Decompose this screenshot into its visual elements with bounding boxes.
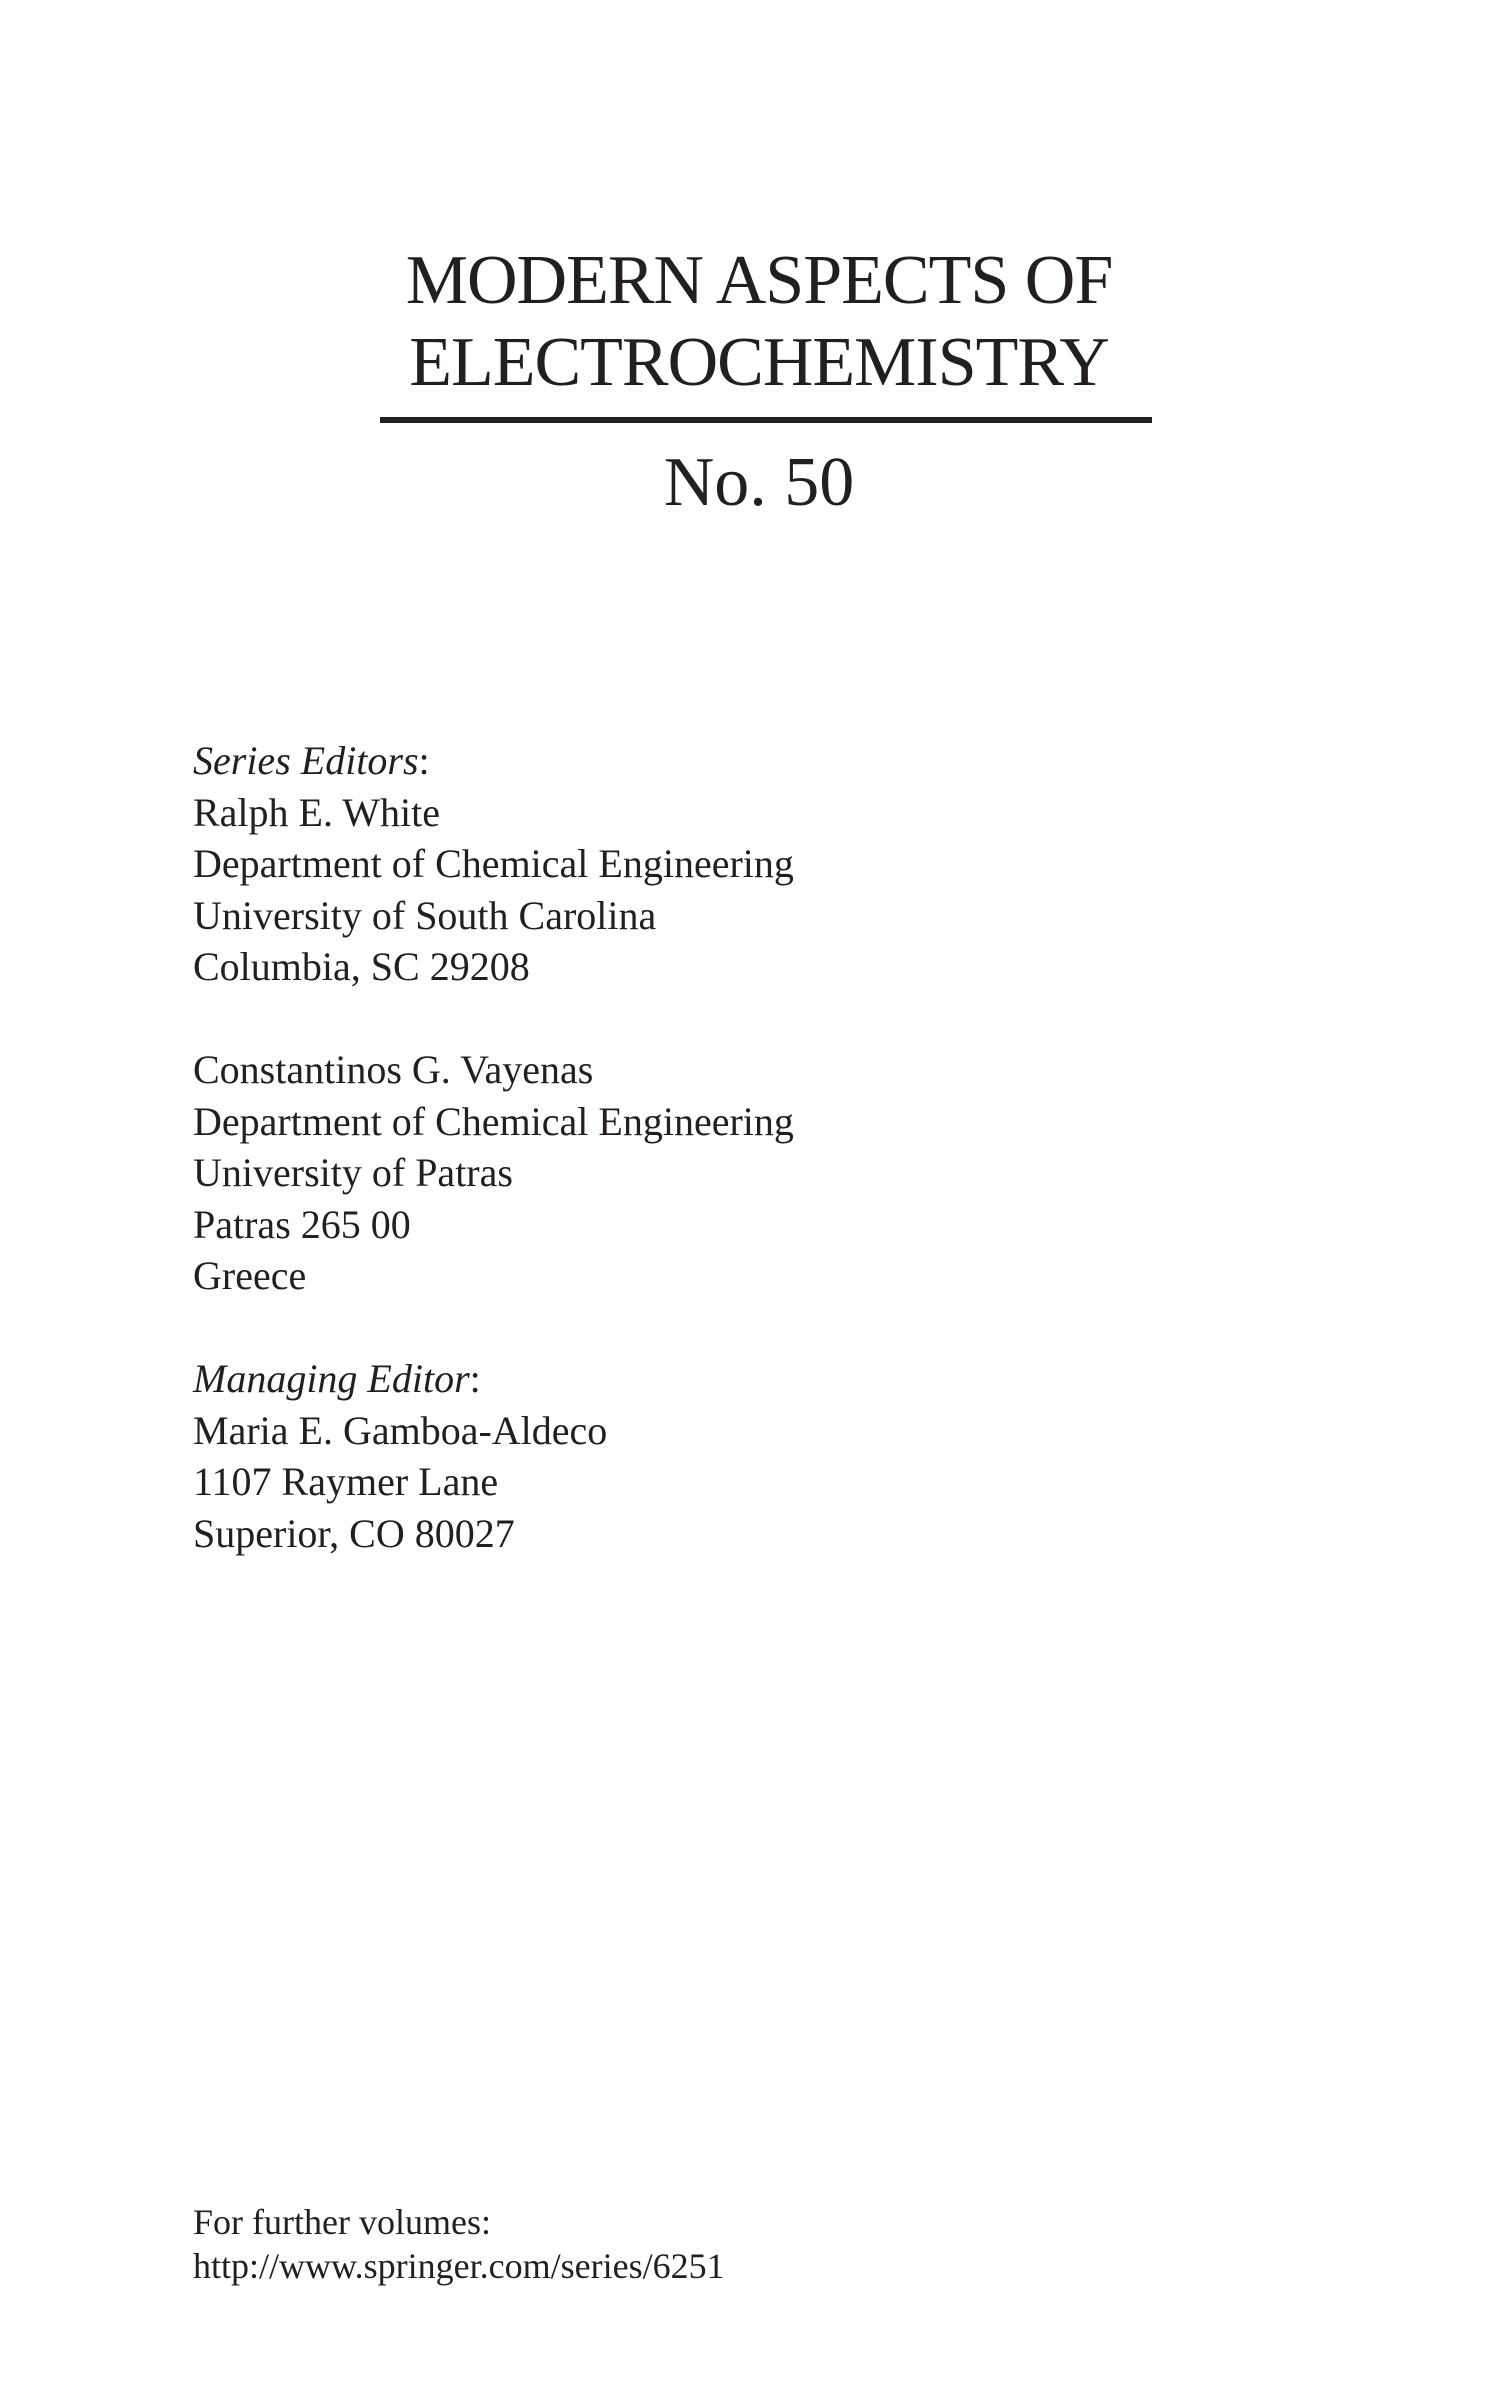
spacer [193, 993, 1093, 1045]
editor-1-institution: University of South Carolina [193, 892, 657, 938]
editor-2-institution: University of Patras [193, 1150, 513, 1195]
managing-editor-city: Superior, CO 80027 [193, 1510, 515, 1556]
managing-editor-name: Maria E. Gamboa-Aldeco [193, 1407, 608, 1453]
editor-1-name: Ralph E. White [193, 789, 440, 835]
title-divider [380, 417, 1152, 423]
editor-2-name: Constantinos G. Vayenas [193, 1047, 594, 1092]
series-title [364, 240, 1154, 404]
editor-2-country: Greece [193, 1253, 307, 1298]
managing-editor-label: Managing Editor [193, 1356, 470, 1401]
editors-block [193, 735, 1093, 1559]
editor-1-city: Columbia, SC 29208 [193, 944, 530, 989]
series-title-line-2: ELECTROCHEMISTRY [409, 324, 1109, 401]
further-volumes-label: For further volumes: [193, 2202, 491, 2242]
managing-editor-heading: Managing Editor: [193, 1356, 481, 1401]
spacer [193, 1302, 1093, 1354]
managing-editor-street: 1107 Raymer Lane [193, 1459, 499, 1504]
further-volumes [193, 2200, 1093, 2288]
editor-2-city: Patras 265 00 [193, 1201, 411, 1247]
series-url: http://www.springer.com/series/6251 [193, 2246, 725, 2286]
series-title-line-1: MODERN ASPECTS OF [405, 242, 1113, 319]
series-editors-label: Series Editors [193, 738, 419, 783]
editor-1-department: Department of Chemical Engineering [193, 841, 794, 886]
series-editors-heading: Series Editors: [193, 738, 430, 783]
editor-2-department: Department of Chemical Engineering [193, 1098, 794, 1144]
volume-number: No. 50 [663, 444, 855, 521]
